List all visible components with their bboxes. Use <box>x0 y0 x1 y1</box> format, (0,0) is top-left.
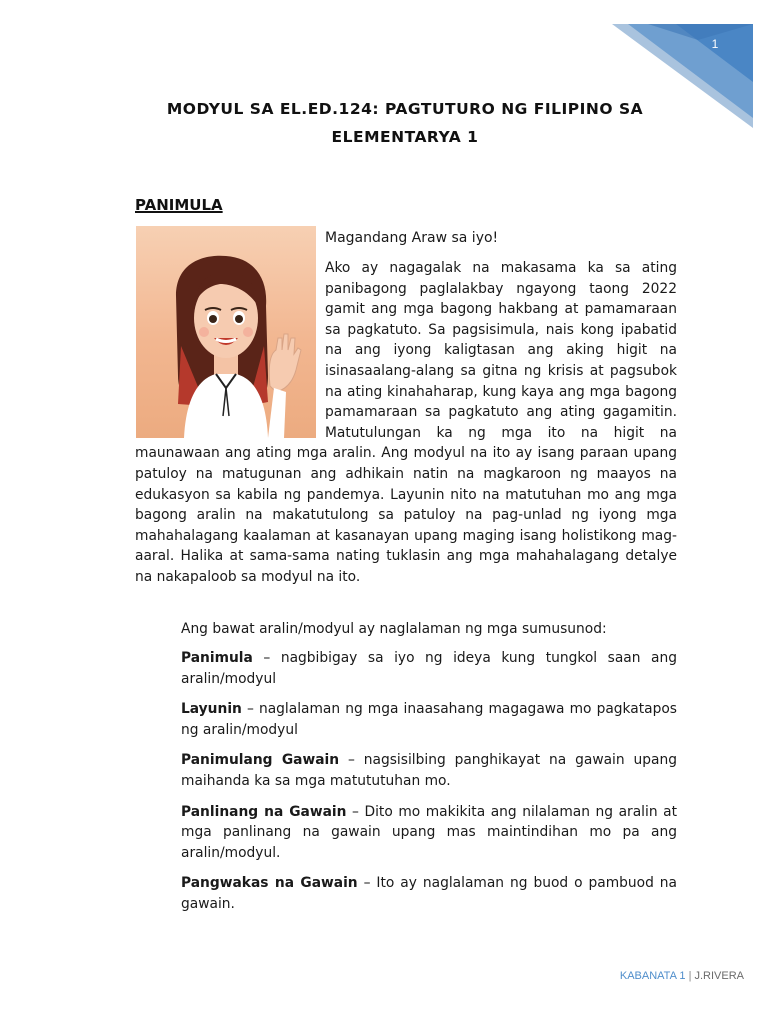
illustration-float-spacer <box>135 258 325 442</box>
list-item <box>181 802 677 864</box>
item-term: Panimula <box>181 650 253 666</box>
footer-separator: | <box>688 970 692 982</box>
title-line-1: MODYUL SA EL.ED.124: PAGTUTURO NG FILIPINO SA <box>166 100 644 118</box>
page-footer <box>620 970 744 982</box>
intro-paragraph <box>135 258 677 588</box>
item-description: – nagbibigay sa iyo ng ideya kung tungkol saan ang aralin/modyul <box>181 650 677 687</box>
greeting-text: Magandang Araw sa iyo! <box>325 230 499 246</box>
intro-text: Ako ay nagagalak na makasama ka sa ating panibagong paglalakbay ngayong taong 2022 gamit ang mga bagong hakbang at pamamaraan sa pagkatuto. Sa pagsisimula, nais kong ipabatid na ang iyong kaligtasan ang aking higit na isinasaalang-alang sa gitna ng krisis at pagsubok na ating kinahaharap, kung kaya ang mga bagong pamamaraan sa pagkatuto ang ating gagamitin. Matutulungan ka ng mga ito na higit na maunawaan ang ating mga aralin. Ang modyul na ito ay isang paraan upang patuloy na matugunan ang adhikain natin na magkaroon ng maayos na edukasyon sa kabila ng pandemya. Layunin nito na matutuhan mo ang mga bagong aralin na makatutulong sa patuloy na pag-unlad ng iyong mga mahahalagang kaalaman at kasanayan upang maging isang holistikong mag-aaral. Halika at sama-sama nating tuklasin ang mga mahahalagang detalye na nakapaloob sa modyul na ito. <box>135 260 677 585</box>
item-term: Pangwakas na Gawain <box>181 875 358 892</box>
section-heading: PANIMULA <box>135 196 223 214</box>
item-description: – naglalaman ng mga inaasahang magagawa mo pagkatapos ng aralin/modyul <box>181 701 677 738</box>
list-item <box>181 873 677 914</box>
list-item <box>181 699 677 740</box>
item-term: Panimulang Gawain <box>181 752 340 769</box>
item-term: Panlinang na Gawain <box>181 803 347 820</box>
page-number: 1 <box>711 37 719 51</box>
list-item <box>181 750 677 791</box>
list-item <box>181 648 677 689</box>
title-line-2: ELEMENTARYA 1 <box>331 128 479 146</box>
components-intro: Ang bawat aralin/modyul ay naglalaman ng mga sumusunod: <box>181 621 607 637</box>
item-description: – Dito mo makikita ang nilalaman ng aralin at mga panlinang na gawain upang mas maintindihan mo pa ang aralin/modyul. <box>181 803 677 861</box>
footer-chapter: KABANATA 1 <box>619 970 686 982</box>
footer-author: J.RIVERA <box>694 970 744 982</box>
components-list <box>181 648 677 925</box>
item-term: Layunin <box>181 701 242 718</box>
item-description: – nagsisilbing panghikayat na gawain upang maihanda ka sa mga matututuhan mo. <box>181 752 677 789</box>
page-title <box>120 95 690 151</box>
item-description: – Ito ay naglalaman ng buod o pambuod na gawain. <box>181 875 677 912</box>
